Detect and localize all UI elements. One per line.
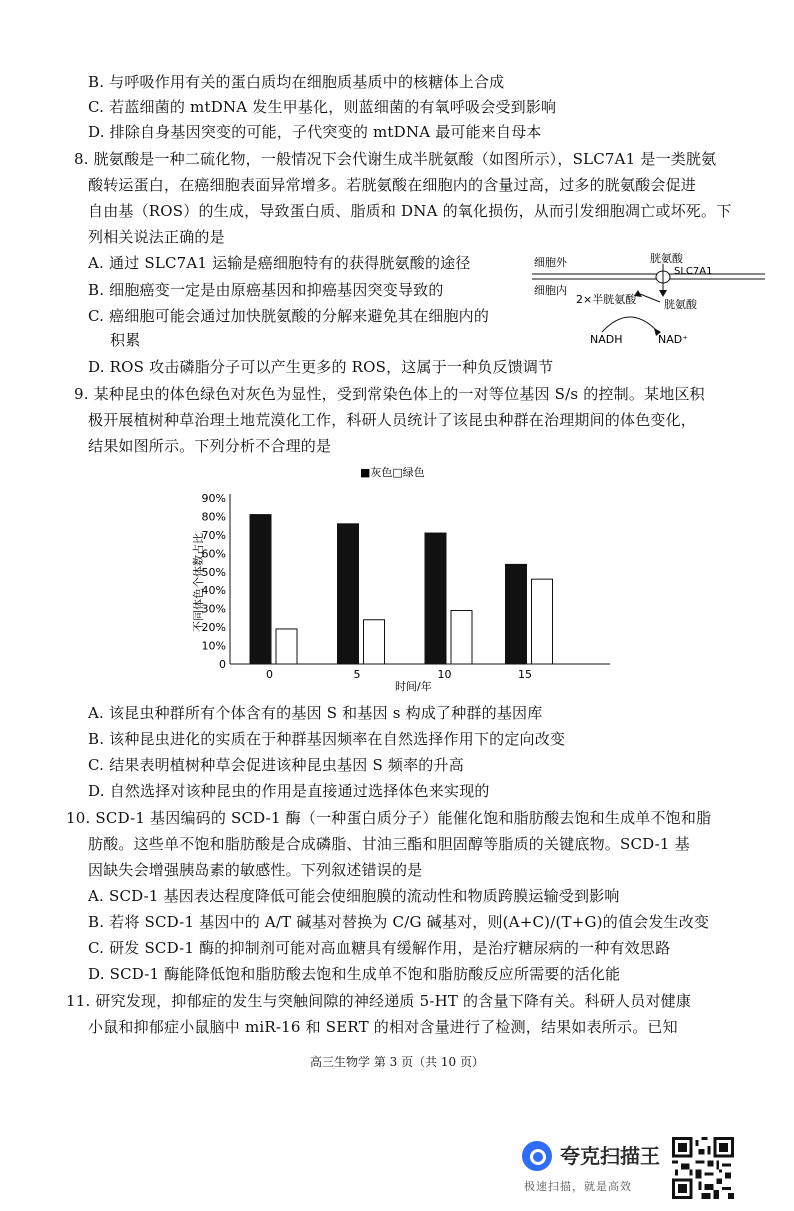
- q10-option-c: C. 研发 SCD-1 酶的抑制剂可能对高血糖具有缓解作用，是治疗糖尿病的一种有效思路: [88, 939, 671, 957]
- q10-option-b: B. 若将 SCD-1 基因中的 A/T 碱基对替换为 C/G 碱基对，则(A+C)/(T+G)的值会发生改变: [88, 913, 710, 931]
- q8-option-a: A. 通过 SLC7A1 运输是癌细胞特有的获得胱氨酸的途径: [88, 254, 471, 272]
- chart-y-tick-label: 40%: [201, 584, 226, 598]
- chart-legend: ■灰色□绿色: [360, 466, 425, 479]
- import-arrow-head: [659, 290, 667, 297]
- nadh-arc: [602, 317, 658, 332]
- chart-x-tick-label: 0: [266, 668, 273, 681]
- label-slc7a1: SLC7A1: [674, 266, 713, 277]
- chart-y-tick-label: 30%: [201, 602, 226, 616]
- label-cysteine: 2×半胱氨酸: [576, 293, 637, 306]
- q10-stem-line-1: 10. SCD-1 基因编码的 SCD-1 酶（一种蛋白质分子）能催化饱和脂肪酸去饱和生成单不饱和脂: [66, 809, 712, 827]
- chart-bar-green: [532, 579, 553, 664]
- chart-bar-green: [364, 620, 385, 664]
- q7-option-b: B. 与呼吸作用有关的蛋白质均在细胞质基质中的核糖体上合成: [88, 73, 505, 91]
- q9-option-d: D. 自然选择对该种昆虫的作用是直接通过选择体色来实现的: [88, 782, 490, 800]
- quark-logo-icon: [522, 1141, 552, 1171]
- label-cystine-outside: 胱氨酸: [650, 252, 683, 265]
- chart-y-tick-label: 90%: [201, 492, 226, 505]
- page-footer: 高三生物学 第 3 页（共 10 页）: [310, 1055, 484, 1069]
- chart-y-tick-label: 70%: [201, 528, 226, 542]
- chart-y-label: 不同体色个体数占比: [192, 533, 205, 632]
- chart-bar-green: [451, 611, 472, 664]
- label-nad: NAD⁺: [658, 333, 689, 346]
- chart-x-tick-label: 10: [437, 668, 452, 681]
- q8-stem-line-1: 8. 胱氨酸是一种二硫化物，一般情况下会代谢生成半胱氨酸（如图所示），SLC7A1 是一类胱氨: [74, 150, 717, 168]
- conversion-arrow: [640, 294, 660, 302]
- label-inside: 细胞内: [534, 284, 567, 297]
- q9-stem-line-3: 结果如图所示。下列分析不合理的是: [88, 437, 332, 455]
- qr-code-icon: [672, 1137, 734, 1199]
- body-color-bar-chart: [190, 462, 620, 694]
- q10-stem-line-3: 因缺失会增强胰岛素的敏感性。下列叙述错误的是: [88, 861, 423, 879]
- label-outside: 细胞外: [534, 256, 567, 269]
- chart-bar-gray: [338, 524, 359, 664]
- q8-stem-line-4: 列相关说法正确的是: [88, 228, 225, 246]
- q9-stem-line-1: 9. 某种昆虫的体色绿色对灰色为显性，受到常染色体上的一对等位基因 S/s 的控制。某地区积: [74, 385, 705, 403]
- q10-option-d: D. SCD-1 酶能降低饱和脂肪酸去饱和生成单不饱和脂肪酸反应所需要的活化能: [88, 965, 621, 983]
- q10-stem-line-2: 肪酸。这些单不饱和脂肪酸是合成磷脂、甘油三酯和胆固醇等脂质的关键底物。SCD-1 基: [88, 835, 690, 853]
- chart-bar-gray: [425, 533, 446, 664]
- q8-stem-line-2: 酸转运蛋白，在癌细胞表面异常增多。若胱氨酸在细胞内的含量过高，过多的胱氨酸会促进: [88, 176, 697, 194]
- brand-slogan: 极速扫描，就是高效: [524, 1180, 632, 1193]
- q8-option-d: D. ROS 攻击磷脂分子可以产生更多的 ROS，这属于一种负反馈调节: [88, 358, 554, 376]
- chart-x-tick-label: 15: [518, 668, 532, 681]
- q9-stem-line-2: 极开展植树种草治理土地荒漠化工作，科研人员统计了该昆虫种群在治理期间的体色变化，: [88, 411, 697, 429]
- label-nadh: NADH: [590, 333, 623, 346]
- scanner-branding: [522, 1138, 672, 1198]
- chart-y-tick-label: 50%: [201, 565, 226, 579]
- cystine-metabolism-diagram: [530, 252, 780, 347]
- chart-bar-gray: [250, 515, 271, 664]
- q9-option-b: B. 该种昆虫进化的实质在于种群基因频率在自然选择作用下的定向改变: [88, 730, 566, 748]
- chart-x-label: 时间/年: [395, 680, 432, 693]
- q8-option-b: B. 细胞癌变一定是由原癌基因和抑癌基因突变导致的: [88, 281, 444, 299]
- q11-stem-line-2: 小鼠和抑郁症小鼠脑中 miR-16 和 SERT 的相对含量进行了检测，结果如表所示。已知: [88, 1018, 678, 1036]
- q9-option-a: A. 该昆虫种群所有个体含有的基因 S 和基因 s 构成了种群的基因库: [88, 704, 543, 722]
- chart-y-tick-label: 10%: [201, 639, 226, 653]
- chart-x-tick-label: 5: [353, 668, 361, 681]
- chart-bar-gray: [506, 564, 527, 664]
- q8-option-c-cont: 积累: [110, 331, 141, 349]
- chart-y-tick-label: 60%: [201, 547, 226, 561]
- chart-y-tick-label: 80%: [201, 510, 226, 524]
- q8-option-c: C. 癌细胞可能会通过加快胱氨酸的分解来避免其在细胞内的: [88, 307, 490, 325]
- q9-option-c: C. 结果表明植树种草会促进该种昆虫基因 S 频率的升高: [88, 756, 464, 774]
- q10-option-a: A. SCD-1 基因表达程度降低可能会使细胞膜的流动性和物质跨膜运输受到影响: [88, 887, 620, 905]
- brand-name: 夸克扫描王: [560, 1144, 660, 1168]
- chart-y-tick-label: 0: [219, 658, 226, 671]
- label-cystine-inside: 胱氨酸: [664, 298, 697, 311]
- q11-stem-line-1: 11. 研究发现，抑郁症的发生与突触间隙的神经递质 5-HT 的含量下降有关。科研人员对健康: [66, 992, 692, 1010]
- q7-option-c: C. 若蓝细菌的 mtDNA 发生甲基化，则蓝细菌的有氧呼吸会受到影响: [88, 98, 557, 116]
- q8-stem-line-3: 自由基（ROS）的生成，导致蛋白质、脂质和 DNA 的氧化损伤，从而引发细胞凋亡或坏死。下: [88, 202, 732, 220]
- q7-option-d: D. 排除自身基因突变的可能，子代突变的 mtDNA 最可能来自母本: [88, 123, 542, 141]
- chart-y-tick-label: 20%: [201, 621, 226, 635]
- chart-bar-green: [276, 629, 297, 664]
